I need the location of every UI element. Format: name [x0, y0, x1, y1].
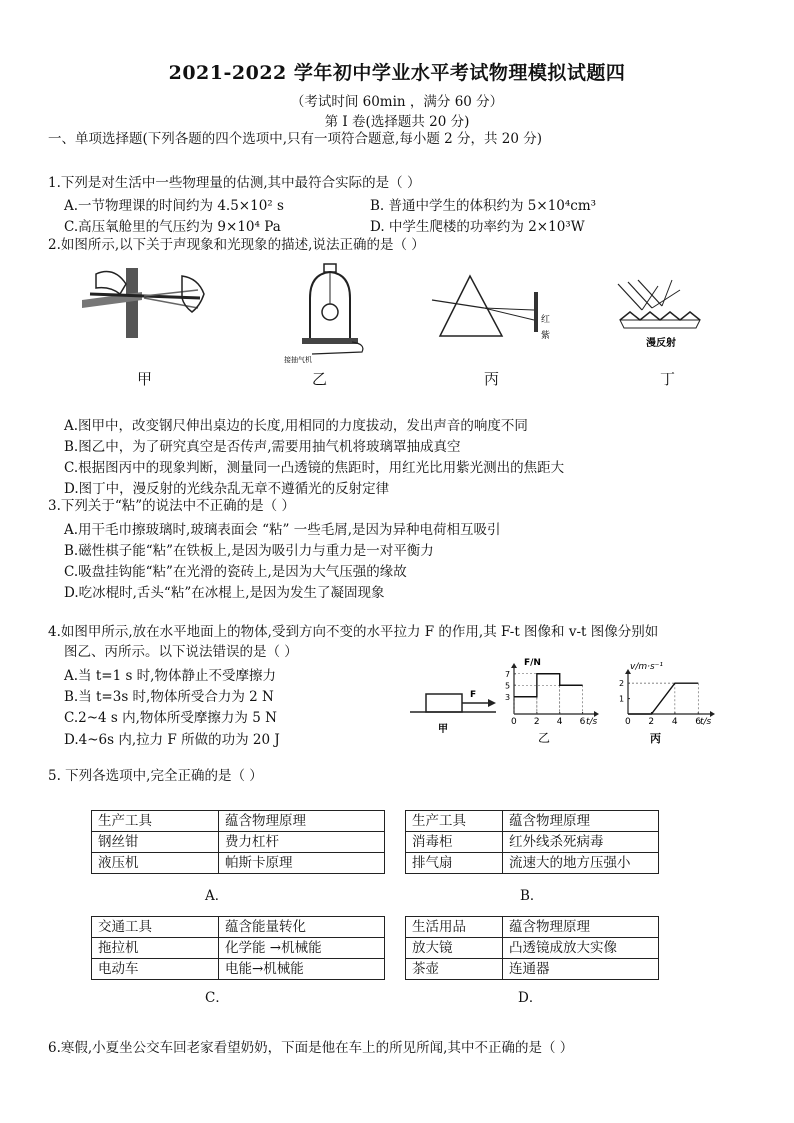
table-cell: 蕴含物理原理 — [503, 811, 659, 832]
force-arrowhead — [488, 699, 496, 707]
table-cell: 消毒柜 — [406, 832, 503, 853]
vt-caption: 丙 — [650, 732, 661, 744]
x-tick-label: 0 — [511, 717, 517, 727]
incident-ray-3 — [638, 280, 662, 306]
q3-option-c: C.吸盘挂钩能“粘”在光滑的瓷砖上,是因为大气压强的缘故 — [64, 564, 407, 580]
prism-figure — [430, 268, 560, 348]
y-axis-arrow — [511, 663, 517, 668]
table-cell: 钢丝钳 — [92, 832, 219, 853]
q2-option-d: D.图丁中，漫反射的光线杂乱无章不遵循光的反射定律 — [64, 481, 390, 497]
block-figure — [410, 686, 500, 738]
table-cell: 帕斯卡原理 — [219, 853, 385, 874]
q5-stem: 5. 下列各选项中,完全正确的是（ ） — [48, 768, 263, 784]
x-tick-label: 4 — [556, 717, 563, 727]
figure-label-jia: 甲 — [137, 370, 153, 388]
figure-jia-label: 甲 — [438, 724, 448, 735]
force-label: F — [470, 690, 477, 700]
q1-option-c: C.高压氧舱里的气压约为 9×10⁴ Pa — [64, 219, 281, 235]
table-cell: 拖拉机 — [92, 938, 219, 959]
q5-table-a — [91, 810, 385, 874]
y-tick-label: 1 — [619, 694, 625, 704]
y-tick-label: 7 — [505, 669, 511, 679]
left-hand — [96, 272, 126, 294]
table-cell: 蕴含物理原理 — [503, 917, 659, 938]
q4-stem-line1: 4.如图甲所示,放在水平地面上的物体,受到方向不变的水平拉力 F 的作用,其 F-t 图像和 v-t 图像分别如 — [48, 624, 659, 640]
ruler-vibration-up — [144, 290, 198, 296]
figure-label-bing: 丙 — [484, 370, 500, 388]
section-heading: 一、单项选择题(下列各题的四个选项中,只有一项符合题意,每小题 2 分，共 20 分) — [48, 131, 543, 147]
refracted-ray — [458, 304, 484, 308]
q5-label-c: C． — [205, 990, 229, 1006]
pump-label: 接抽气机 — [284, 356, 312, 364]
table-cell: 蕴含物理原理 — [219, 811, 385, 832]
table-cell: 茶壶 — [406, 959, 503, 980]
alarm-clock — [322, 304, 338, 320]
q3-option-b: B.磁性棋子能“粘”在铁板上,是因为吸引力与重力是一对平衡力 — [64, 543, 434, 559]
q5-table-c — [91, 916, 385, 980]
q3-stem: 3.下列关于“粘”的说法中不正确的是（ ） — [48, 498, 295, 514]
q4-stem-line2: 图乙、丙所示。以下说法错误的是（ ） — [64, 644, 298, 660]
figure-label-ding: 丁 — [660, 370, 676, 388]
surface-hatch — [620, 320, 700, 328]
x-tick-label: 2 — [533, 717, 540, 727]
ruler-vibration-down — [144, 298, 198, 308]
series-line — [628, 683, 698, 714]
vt-xlabel: t/s — [700, 717, 712, 727]
table-cell: 流速大的地方压强小 — [503, 853, 659, 874]
ft-xlabel: t/s — [586, 717, 598, 727]
q2-option-a: A.图甲中，改变钢尺伸出桌边的长度,用相同的力度拔动，发出声音的响度不同 — [64, 418, 528, 434]
ft-plot-area — [505, 663, 599, 727]
q2-option-b: B.图乙中，为了研究真空是否传声,需要用抽气机将玻璃罩抽成真空 — [64, 439, 461, 455]
q4-option-d: D.4~6s 内,拉力 F 所做的功为 20 J — [64, 732, 280, 748]
q3-option-a: A.用干毛巾擦玻璃时,玻璃表面会 “粘” 一些毛屑,是因为异种电荷相互吸引 — [64, 522, 501, 538]
y-tick-label: 2 — [619, 679, 625, 689]
x-tick-label: 6 — [579, 717, 586, 727]
q5-label-a: A． — [205, 888, 229, 904]
table-cell: 化学能 →机械能 — [219, 938, 385, 959]
violet-label: 紫 — [541, 331, 551, 341]
x-tick-label: 2 — [648, 717, 655, 727]
table-cell: 生活用品 — [406, 917, 503, 938]
screen — [534, 292, 538, 332]
ft-ylabel: F/N — [524, 658, 541, 668]
q5-table-d — [405, 916, 659, 980]
x-tick-label: 6 — [695, 717, 702, 727]
table-leg — [126, 268, 138, 338]
x-tick-label: 0 — [625, 717, 631, 727]
page-title: 2021-2022 学年初中学业水平考试物理模拟试题四 — [168, 62, 626, 84]
bell-jar-figure — [282, 258, 377, 364]
vt-ylabel: v/m·s⁻¹ — [630, 662, 664, 672]
jar-base — [302, 338, 358, 344]
q4-option-a: A.当 t=1 s 时,物体静止不受摩擦力 — [64, 668, 276, 684]
x-tick-label: 4 — [671, 717, 678, 727]
volume-heading: 第 I 卷(选择题共 20 分) — [324, 114, 470, 130]
table-cell: 连通器 — [503, 959, 659, 980]
table-cell: 生产工具 — [92, 811, 219, 832]
jar-stopper — [324, 264, 336, 272]
q5-label-d: D． — [518, 990, 543, 1006]
q1-option-a: A.一节物理课的时间约为 4.5×10² s — [64, 198, 284, 214]
table-cell: 蕴含能量转化 — [219, 917, 385, 938]
table-cell: 红外线杀死病毒 — [503, 832, 659, 853]
ft-caption: 乙 — [538, 731, 551, 744]
ruler-figure — [82, 262, 212, 340]
q5-table-b — [405, 810, 659, 874]
table-cell: 生产工具 — [406, 811, 503, 832]
diffuse-label: 漫反射 — [646, 338, 676, 349]
q4-option-b: B.当 t=3s 时,物体所受合力为 2 N — [64, 689, 274, 705]
vt-graph — [612, 656, 722, 744]
incident-ray-1 — [618, 284, 642, 310]
y-tick-label: 3 — [505, 692, 511, 702]
q5-label-b: B． — [520, 888, 544, 904]
q4-option-c: C.2~4 s 内,物体所受摩擦力为 5 N — [64, 710, 277, 726]
q2-stem: 2.如图所示,以下关于声现象和光现象的描述,说法正确的是（ ） — [48, 237, 425, 253]
table-cell: 电动车 — [92, 959, 219, 980]
q2-option-c: C.根据图丙中的现象判断，测量同一凸透镜的焦距时，用红光比用紫光测出的焦距大 — [64, 460, 565, 476]
q1-stem: 1.下列是对生活中一些物理量的估测,其中最符合实际的是（ ） — [48, 175, 421, 191]
red-label: 红 — [541, 315, 551, 325]
table-cell: 液压机 — [92, 853, 219, 874]
q6-stem: 6.寒假,小夏坐公交车回老家看望奶奶，下面是他在车上的所见所闻,其中不正确的是（ ） — [48, 1040, 574, 1056]
diffuse-figure — [612, 276, 712, 352]
table-cell: 放大镜 — [406, 938, 503, 959]
block — [426, 694, 462, 712]
rough-surface — [620, 312, 700, 320]
reflected-ray-3 — [662, 280, 672, 306]
incident-ray — [432, 300, 458, 304]
table-cell: 电能→机械能 — [219, 959, 385, 980]
incident-ray-2 — [628, 282, 652, 308]
ft-graph — [500, 656, 608, 744]
y-tick-label: 5 — [505, 681, 511, 691]
series-line — [514, 674, 583, 697]
exam-info: （考试时间 60min ，满分 60 分） — [290, 94, 504, 110]
table-cell: 交通工具 — [92, 917, 219, 938]
q3-option-d: D.吃冰棍时,舌头“粘”在冰棍上,是因为发生了凝固现象 — [64, 585, 385, 601]
table-cell: 费力杠杆 — [219, 832, 385, 853]
figure-label-yi: 乙 — [312, 370, 328, 388]
table-cell: 排气扇 — [406, 853, 503, 874]
table-cell: 凸透镜成放大实像 — [503, 938, 659, 959]
q1-option-b: B. 普通中学生的体积约为 5×10⁴cm³ — [370, 198, 597, 214]
q1-option-d: D. 中学生爬楼的功率约为 2×10³W — [370, 219, 585, 235]
